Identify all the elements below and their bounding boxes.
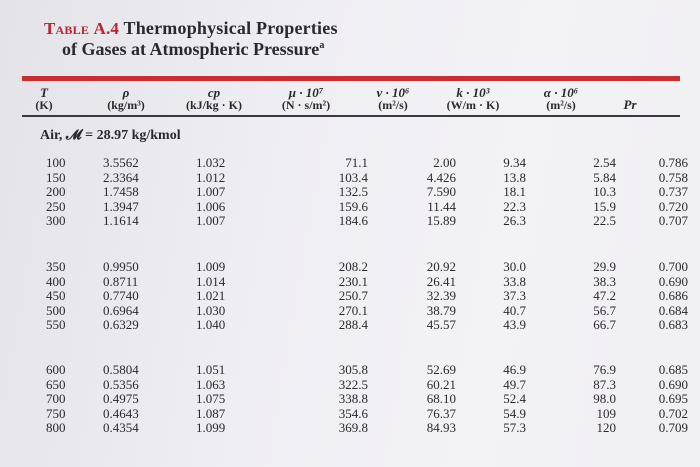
cell-thermal-diffusivity: 5.84 [593, 169, 616, 185]
cell-thermal-conductivity: 30.0 [503, 259, 526, 274]
cell-specific-heat: 1.014 [196, 273, 226, 289]
header-unit: (K) [35, 98, 53, 112]
cell-specific-heat: 1.099 [196, 420, 226, 436]
cell-prandtl-number: 0.702 [658, 405, 688, 421]
cell-specific-heat: 1.040 [196, 317, 226, 333]
cell-thermal-diffusivity: 10.3 [593, 184, 616, 200]
header-symbol: ν · 10⁶ [376, 85, 410, 100]
cell-kinematic-viscosity: 7.590 [426, 184, 456, 200]
cell-specific-heat: 1.030 [196, 302, 226, 318]
cell-kinematic-viscosity: 45.57 [426, 317, 456, 333]
cell-thermal-diffusivity: 47.2 [593, 288, 616, 304]
cell-thermal-conductivity: 13.8 [503, 169, 526, 185]
cell-temperature: 550 [46, 317, 66, 333]
cell-specific-heat: 1.051 [196, 362, 226, 377]
cell-density: 0.6964 [103, 302, 139, 318]
cell-temperature: 500 [46, 302, 66, 318]
cell-temperature: 800 [46, 420, 66, 436]
cell-thermal-conductivity: 57.3 [503, 420, 526, 436]
table-row [0, 421, 700, 436]
table-row [0, 200, 700, 215]
cell-thermal-diffusivity: 76.9 [593, 362, 616, 377]
cell-dynamic-viscosity: 305.8 [338, 362, 368, 377]
cell-kinematic-viscosity: 15.89 [426, 213, 456, 229]
cell-density: 0.4975 [103, 391, 139, 407]
header-unit: (W/m · K) [446, 98, 500, 112]
cell-specific-heat: 1.009 [196, 259, 226, 274]
cell-thermal-diffusivity: 56.7 [593, 302, 616, 318]
cell-prandtl-number: 0.737 [658, 184, 688, 200]
cell-thermal-diffusivity: 29.9 [593, 259, 616, 274]
row-group [0, 363, 700, 436]
cell-kinematic-viscosity: 11.44 [427, 198, 456, 214]
header-symbol: k · 10³ [456, 85, 490, 100]
cell-thermal-diffusivity: 66.7 [593, 317, 616, 333]
cell-temperature: 450 [46, 288, 66, 304]
cell-specific-heat: 1.087 [196, 405, 226, 421]
cell-kinematic-viscosity: 2.00 [433, 155, 456, 170]
table-row [0, 304, 700, 319]
cell-temperature: 250 [46, 198, 66, 214]
header-prandtl-number [585, 98, 675, 111]
header-rule-red [22, 76, 680, 81]
header-rule-black [22, 115, 680, 117]
cell-thermal-diffusivity: 2.54 [593, 155, 616, 170]
header-unit: (m²/s) [378, 98, 408, 112]
table-row [0, 363, 700, 378]
cell-dynamic-viscosity: 132.5 [338, 184, 368, 200]
table-row [0, 378, 700, 393]
header-unit: (N · s/m²) [281, 98, 331, 112]
cell-density: 1.1614 [103, 213, 139, 229]
cell-specific-heat: 1.007 [196, 213, 226, 229]
table-row [0, 260, 700, 275]
cell-dynamic-viscosity: 208.2 [338, 259, 368, 274]
title-text-2: of Gases at Atmospheric Pressure [62, 39, 320, 59]
cell-thermal-conductivity: 9.34 [503, 155, 526, 170]
cell-kinematic-viscosity: 84.93 [426, 420, 456, 436]
header-temperature [0, 86, 89, 112]
cell-prandtl-number: 0.690 [658, 376, 688, 392]
cell-kinematic-viscosity: 32.39 [426, 288, 456, 304]
table-row [0, 185, 700, 200]
cell-dynamic-viscosity: 369.8 [338, 420, 368, 436]
header-symbol: Pr [623, 97, 637, 112]
row-group [0, 260, 700, 333]
cell-kinematic-viscosity: 26.41 [426, 273, 456, 289]
cell-temperature: 600 [46, 362, 66, 377]
cell-density: 1.3947 [103, 198, 139, 214]
cell-prandtl-number: 0.695 [658, 391, 688, 407]
cell-thermal-conductivity: 49.7 [503, 376, 526, 392]
header-symbol: cp [207, 85, 221, 100]
cell-prandtl-number: 0.709 [658, 420, 688, 436]
cell-temperature: 400 [46, 273, 66, 289]
cell-dynamic-viscosity: 159.6 [338, 198, 368, 214]
header-thermal-conductivity [428, 86, 518, 112]
table-row [0, 171, 700, 186]
cell-prandtl-number: 0.786 [658, 155, 688, 170]
title-line-2 [62, 39, 338, 60]
cell-prandtl-number: 0.758 [658, 169, 688, 185]
cell-thermal-conductivity: 33.8 [503, 273, 526, 289]
table-row [0, 156, 700, 171]
cell-thermal-diffusivity: 38.3 [593, 273, 616, 289]
cell-specific-heat: 1.012 [196, 169, 226, 185]
cell-thermal-diffusivity: 15.9 [593, 198, 616, 214]
cell-density: 0.7740 [103, 288, 139, 304]
cell-thermal-diffusivity: 98.0 [593, 391, 616, 407]
header-density [81, 86, 171, 112]
cell-prandtl-number: 0.683 [658, 317, 688, 333]
cell-density: 1.7458 [103, 184, 139, 200]
cell-temperature: 750 [46, 405, 66, 421]
cell-temperature: 350 [46, 259, 66, 274]
cell-specific-heat: 1.007 [196, 184, 226, 200]
cell-temperature: 650 [46, 376, 66, 392]
cell-kinematic-viscosity: 52.69 [426, 362, 456, 377]
cell-thermal-conductivity: 26.3 [503, 213, 526, 229]
cell-prandtl-number: 0.707 [658, 213, 688, 229]
header-specific-heat [169, 86, 259, 112]
cell-kinematic-viscosity: 60.21 [426, 376, 456, 392]
table-title [44, 18, 338, 60]
cell-dynamic-viscosity: 322.5 [338, 376, 368, 392]
cell-specific-heat: 1.006 [196, 198, 226, 214]
cell-thermal-conductivity: 18.1 [503, 184, 526, 200]
header-symbol: α · 10⁶ [543, 85, 579, 100]
cell-temperature: 200 [46, 184, 66, 200]
cell-thermal-conductivity: 40.7 [503, 302, 526, 318]
title-text-1: Thermophysical Properties [123, 18, 338, 38]
row-group [0, 156, 700, 229]
cell-density: 0.4643 [103, 405, 139, 421]
table-row [0, 392, 700, 407]
cell-thermal-conductivity: 43.9 [503, 317, 526, 333]
cell-temperature: 150 [46, 169, 66, 185]
cell-specific-heat: 1.063 [196, 376, 226, 392]
cell-dynamic-viscosity: 250.7 [338, 288, 368, 304]
cell-kinematic-viscosity: 20.92 [426, 259, 456, 274]
cell-specific-heat: 1.032 [196, 155, 226, 170]
cell-thermal-diffusivity: 120 [596, 420, 616, 436]
table-row [0, 214, 700, 229]
cell-thermal-diffusivity: 87.3 [593, 376, 616, 392]
cell-density: 0.6329 [103, 317, 139, 333]
cell-prandtl-number: 0.700 [658, 259, 688, 274]
gas-label: Air, 𝓜 = 28.97 kg/kmol [40, 128, 181, 143]
footnote-mark: a [319, 40, 325, 51]
cell-thermal-diffusivity: 109 [596, 405, 616, 421]
cell-thermal-conductivity: 52.4 [503, 391, 526, 407]
header-symbol: ρ [122, 85, 130, 100]
cell-thermal-conductivity: 54.9 [503, 405, 526, 421]
cell-dynamic-viscosity: 184.6 [338, 213, 368, 229]
cell-temperature: 300 [46, 213, 66, 229]
table-number: Table A.4 [44, 19, 120, 38]
cell-specific-heat: 1.021 [196, 288, 226, 304]
cell-specific-heat: 1.075 [196, 391, 226, 407]
cell-kinematic-viscosity: 76.37 [426, 405, 456, 421]
cell-density: 0.8711 [103, 273, 139, 289]
cell-density: 0.4354 [103, 420, 139, 436]
header-kinematic-viscosity [348, 86, 438, 112]
cell-density: 0.5356 [103, 376, 139, 392]
header-unit: (kJ/kg · K) [185, 98, 242, 112]
cell-kinematic-viscosity: 4.426 [426, 169, 456, 185]
cell-dynamic-viscosity: 71.1 [345, 155, 368, 170]
table-row [0, 275, 700, 290]
cell-prandtl-number: 0.720 [658, 198, 688, 214]
header-unit: (m²/s) [546, 98, 576, 112]
header-unit: (kg/m³) [107, 98, 145, 112]
cell-kinematic-viscosity: 68.10 [426, 391, 456, 407]
cell-prandtl-number: 0.690 [658, 273, 688, 289]
cell-thermal-conductivity: 22.3 [503, 198, 526, 214]
cell-density: 3.5562 [103, 155, 139, 170]
cell-prandtl-number: 0.685 [658, 362, 688, 377]
header-symbol: μ · 10⁷ [288, 85, 324, 100]
cell-thermal-conductivity: 37.3 [503, 288, 526, 304]
cell-density: 2.3364 [103, 169, 139, 185]
title-line-1 [44, 18, 338, 39]
header-symbol: T [40, 85, 48, 100]
cell-thermal-diffusivity: 22.5 [593, 213, 616, 229]
cell-dynamic-viscosity: 288.4 [338, 317, 368, 333]
cell-density: 0.5804 [103, 362, 139, 377]
table-row [0, 318, 700, 333]
cell-density: 0.9950 [103, 259, 139, 274]
cell-temperature: 700 [46, 391, 66, 407]
table-row [0, 407, 700, 422]
cell-kinematic-viscosity: 38.79 [426, 302, 456, 318]
cell-prandtl-number: 0.686 [658, 288, 688, 304]
table-row [0, 289, 700, 304]
cell-dynamic-viscosity: 354.6 [338, 405, 368, 421]
cell-prandtl-number: 0.684 [658, 302, 688, 318]
cell-temperature: 100 [46, 155, 66, 170]
cell-dynamic-viscosity: 270.1 [338, 302, 368, 318]
cell-dynamic-viscosity: 230.1 [338, 273, 368, 289]
cell-thermal-conductivity: 46.9 [503, 362, 526, 377]
header-dynamic-viscosity [261, 86, 351, 112]
cell-dynamic-viscosity: 103.4 [338, 169, 368, 185]
cell-dynamic-viscosity: 338.8 [338, 391, 368, 407]
